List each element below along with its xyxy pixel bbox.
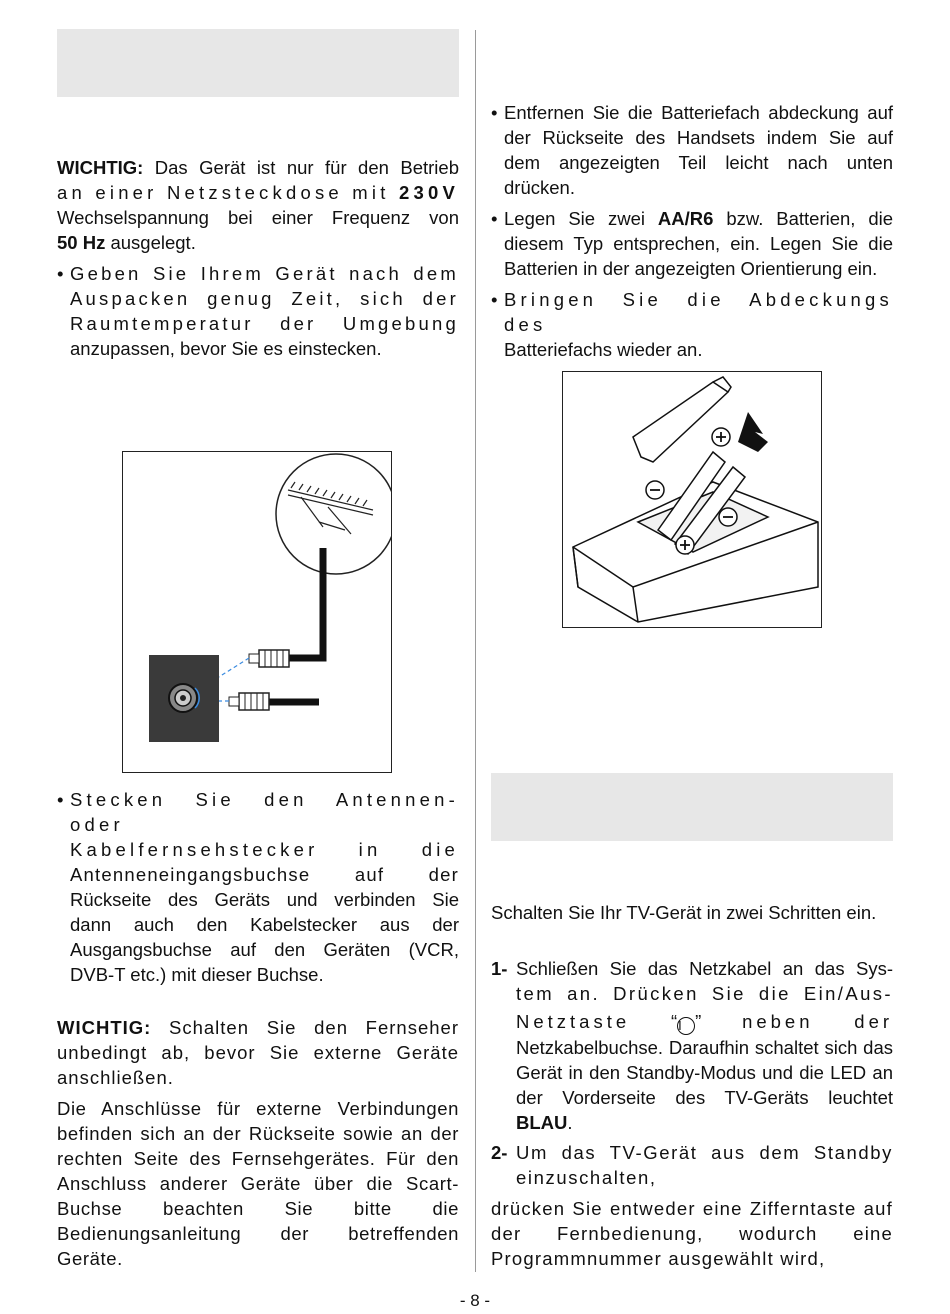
bullet-mark: • [57,263,64,284]
switch-on-intro: Schalten Sie Ihr TV-Gerät in zwei Schritten ein. [491,902,877,923]
column-divider [475,30,476,1272]
important-external-note: WICHTIG: Schalten Sie den Fernseher unbedingt ab, bevor Sie externe Geräte anschließen. [57,1017,460,1088]
bullet-antenna: • Stecken Sie den Antennen- oder Kabelfernsehstecker in die Antenneneingangsbuchse auf der Rückseite des Geräts und verbinden Sie dann auch den Kabelstecker aus der Ausgangsbuchse auf den Geräten (VCR, DVB-T etc.) mit dieser Buchse. [57,789,459,985]
section-heading-box-left [57,29,459,97]
remote-battery-illustration [563,372,821,627]
step-number: 1- [491,958,508,979]
battery-type: AA/R6 [657,208,714,229]
frequency-value: 50 Hz [57,232,106,253]
step-2: 2- Um das TV-Gerät aus dem Standby einzuschalten, [491,1142,893,1188]
battery-insertion-figure [562,371,822,628]
connections-paragraph: Die Anschlüsse für externe Verbindungen befinden sich an der Rückseite sowie an der rechten Seite des Fernsehgerätes. Für den Anschluss anderer Geräte über die Scart-Buchse beachten Sie bitte die Bedienungsanleitung der betreffenden Geräte. [57,1098,459,1269]
antenna-connection-illustration [123,452,391,772]
antenna-connection-figure [122,451,392,773]
bullet-mark: • [491,289,498,310]
power-symbol-icon: “I ” [670,1011,702,1033]
important-power-note: WICHTIG: Das Gerät ist nur für den Betrieb an einer Netzsteckdose mit 230V Wechselspannung bei einer Frequenz von 50 Hz ausgelegt. [57,157,459,253]
battery-instructions: • Entfernen Sie die Batteriefach abdeckung auf der Rückseite des Handsets indem Sie auf dem angezeigten Teil leicht nach unten drücken. • Legen Sie zwei AA/R6 bzw. Batterien, die diesem Typ entsprechen, ein. Legen Sie die Batterien in der angezeigten Orientierung ein. • Bringen Sie die Abdeckungs des Batteriefachs wieder an. [491,102,894,360]
important-label: WICHTIG: [57,1017,152,1038]
bullet-mark: • [57,789,64,810]
bullet-unpacking: • Geben Sie Ihrem Gerät nach dem Auspacken genug Zeit, sich der Raumtemperatur der Umgebung anzupassen, bevor Sie es einstecken. [57,263,459,359]
voltage-value: 230V [398,182,459,203]
bullet-mark: • [491,208,498,229]
step-1: 1- Schließen Sie das Netzkabel an das Sys- tem an. Drücken Sie die Ein/Aus- Netztaste “I ” neben der Netzkabelbuchse. Daraufhin schaltet sich das Gerät in den Standby-Modus und die LED an der Vorderseite des TV-Geräts leuchtet BLAU. [491,958,894,1133]
section-heading-box-right [491,773,893,841]
important-label: WICHTIG: [57,157,144,178]
closing-paragraph: drücken Sie entweder eine Zifferntaste auf der Fernbedienung, wodurch eine Programmnummer ausgewählt wird, [491,1198,893,1269]
step-number: 2- [491,1142,508,1163]
bullet-mark: • [491,102,498,123]
page-number: - 8 - [459,1291,491,1310]
led-color: BLAU [516,1112,568,1133]
